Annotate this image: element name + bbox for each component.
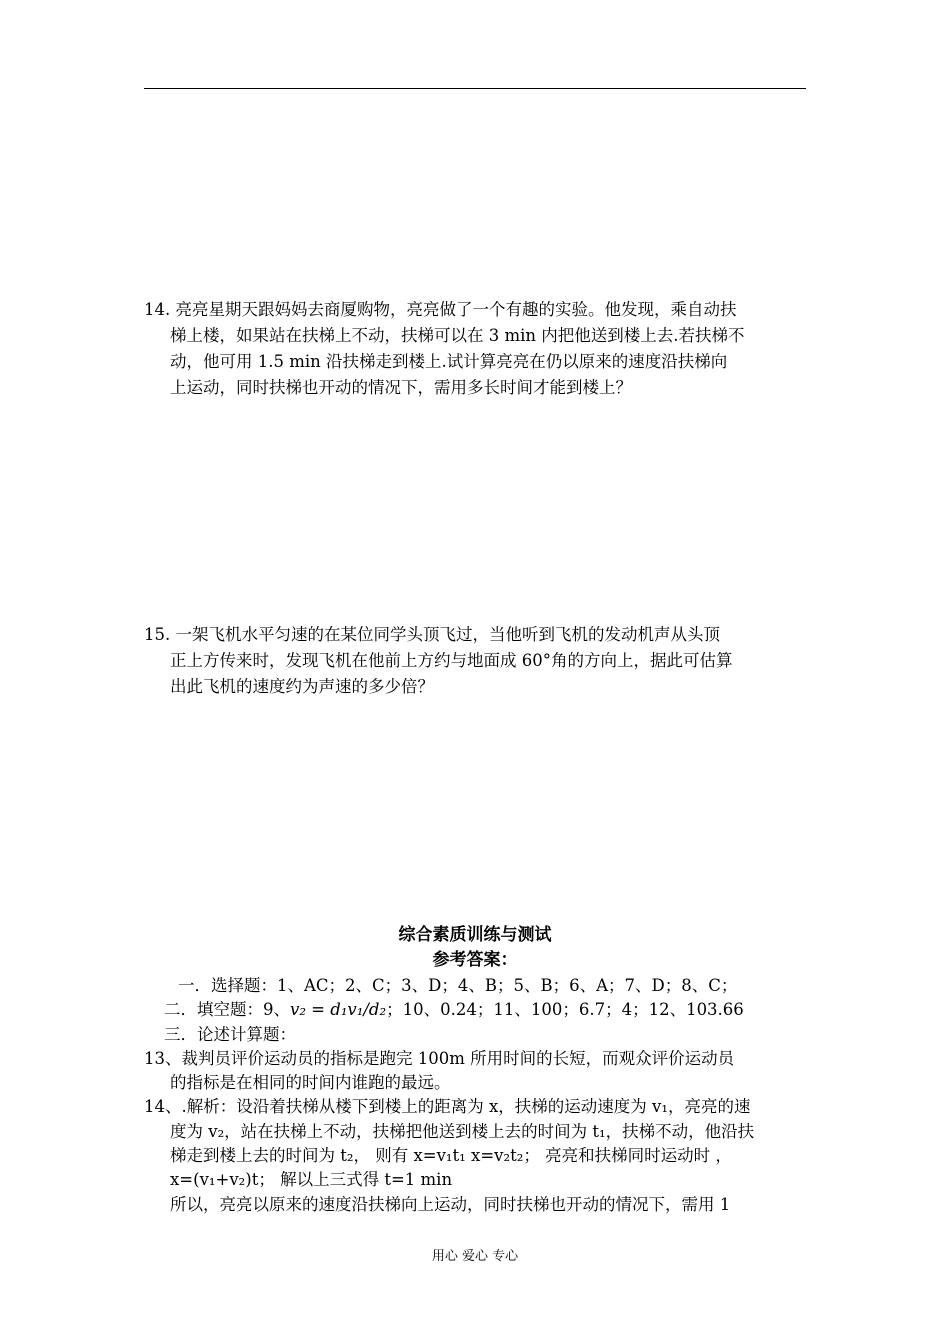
answer-calc: 三．论述计算题： (164, 1024, 296, 1044)
answer-14-line: 所以，亮亮以原来的速度沿扶梯向上运动，同时扶梯也开动的情况下，需用 1 (170, 1194, 731, 1214)
page-footer: 用心 爱心 专心 (431, 1249, 519, 1264)
q14-line: 上运动，同时扶梯也开动的情况下，需用多长时间才能到楼上？ (170, 378, 632, 397)
q15-line: 正上方传来时，发现飞机在他前上方约与地面成 60°角的方向上，据此可估算 (170, 651, 733, 670)
answer-14-line: x=(v₁+v₂)t； 解以上三式得 t=1 min (170, 1170, 453, 1190)
q14-line: 动，他可用 1.5 min 沿扶梯走到楼上.试计算亮亮在仍以原来的速度沿扶梯向 (170, 352, 728, 371)
question-15 (144, 622, 812, 700)
q14-line: 梯上楼，如果站在扶梯上不动，扶梯可以在 3 min 内把他送到楼上去.若扶梯不 (170, 326, 745, 345)
answer-choice: 一．选择题：1、AC；2、C；3、D；4、B；5、B；6、A；7、D；8、C； (178, 976, 738, 995)
answer-14-line: 梯走到楼上去的时间为 t₂， 则有 x=v₁t₁ x=v₂t₂； 亮亮和扶梯同时运动时 ， (170, 1146, 732, 1166)
answer-13-line: 13、裁判员评价运动员的指标是跑完 100m 所用时间的长短，而观众评价运动员 (144, 1048, 735, 1068)
fill-prefix: 二．填空题：9、 (164, 1000, 290, 1020)
q15-line: 出此飞机的速度约为声速的多少倍？ (170, 677, 434, 696)
answer-14-line: 度为 v₂，站在扶梯上不动，扶梯把他送到楼上去的时间为 t₁，扶梯不动，他沿扶 (170, 1121, 755, 1141)
section-title: 综合素质训练与测试 (398, 925, 552, 945)
answer-14-line: 14、.解析：设沿着扶梯从楼下到楼上的距离为 x，扶梯的运动速度为 v₁，亮亮的速 (144, 1097, 751, 1117)
answer-13-line: 的指标是在相同的时间内谁跑的最远。 (170, 1073, 451, 1093)
fill-rest: ；10、0.24；11、100；6.7；4；12、103.66 (386, 1000, 744, 1020)
q15-line: 15. 一架飞机水平匀速的在某位同学头顶飞过，当他听到飞机的发动机声从头顶 (144, 625, 720, 644)
answers-title: 参考答案： (432, 950, 518, 970)
answer-fill (144, 998, 812, 1022)
answer-block (144, 974, 812, 1217)
header-rule (144, 88, 806, 89)
question-14 (144, 297, 812, 401)
fill-formula: v₂ = d₁v₁/d₂ (290, 1000, 387, 1020)
q14-line: 14. 亮亮星期天跟妈妈去商厦购物，亮亮做了一个有趣的实验。他发现，乘自动扶 (144, 300, 737, 319)
